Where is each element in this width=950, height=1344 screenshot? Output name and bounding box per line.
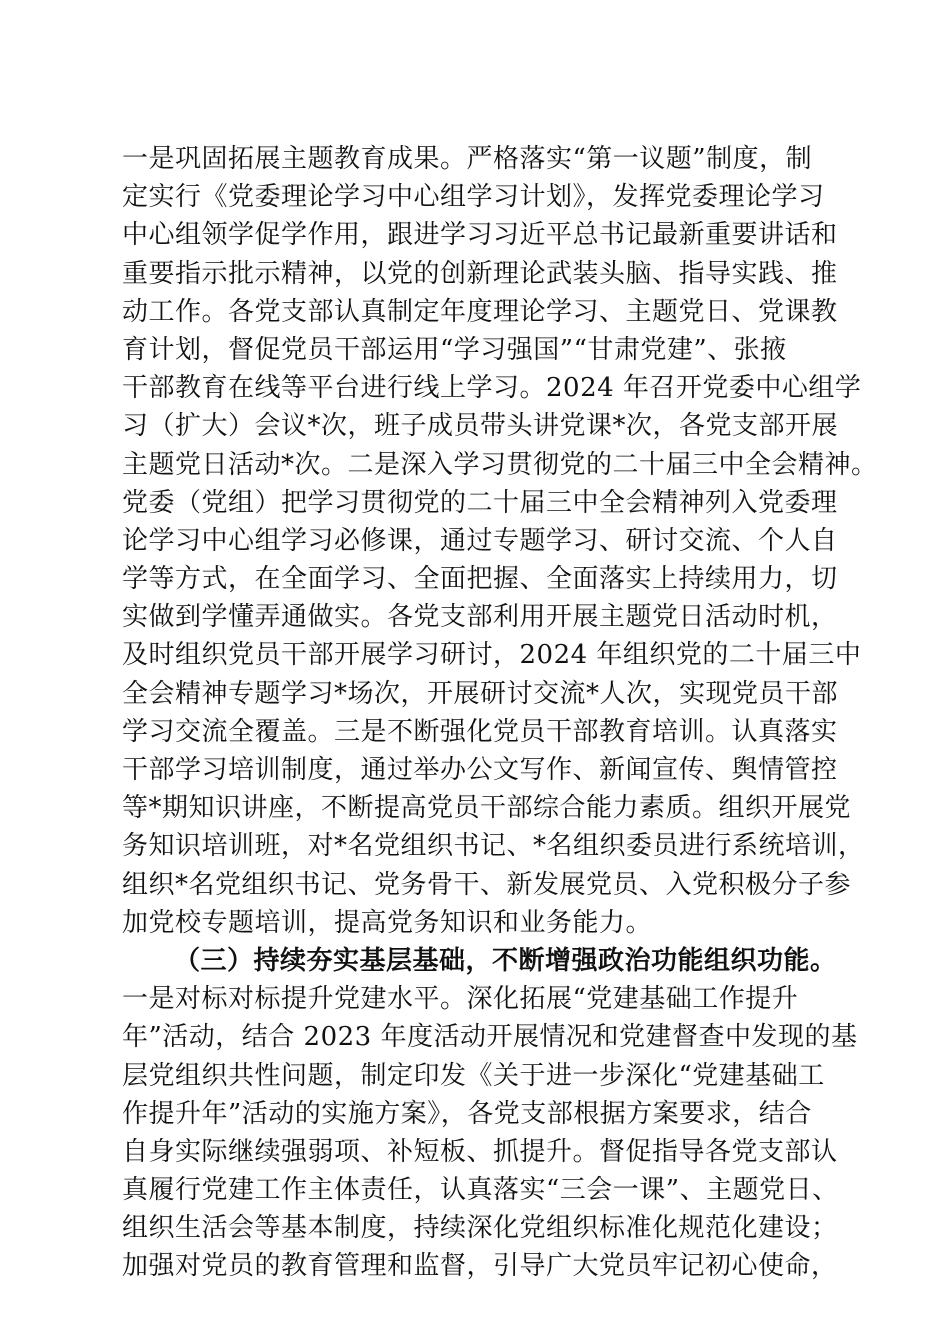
paragraph-line: 务知识培训班，对*名党组织书记、*名组织委员进行系统培训， [122, 831, 865, 862]
paragraph-line: 年”活动，结合 2023 年度活动开展情况和党建督查中发现的基 [122, 1022, 858, 1053]
paragraph-line: 党委（党组）把学习贯彻党的二十届三中全会精神列入党委理 [122, 487, 838, 518]
paragraph-line: 全会精神专题学习*场次，开展研讨交流*人次，实现党员干部 [122, 678, 839, 709]
paragraph-line: 组织*名党组织书记、党务骨干、新发展党员、入党积极分子参 [122, 869, 852, 900]
paragraph-line: 学等方式，在全面学习、全面把握、全面落实上持续用力，切 [122, 564, 838, 595]
paragraph-line: 加党校专题培训，提高党务知识和业务能力。 [122, 907, 653, 938]
paragraph-line: 层党组织共性问题，制定印发《关于进一步深化“党建基础工 [122, 1060, 825, 1091]
paragraph-line: 组织生活会等基本制度，持续深化党组织标准化规范化建设； [122, 1213, 838, 1244]
paragraph-line: 育计划，督促党员干部运用“学习强国”“甘肃党建”、张掖 [122, 334, 787, 365]
paragraph-line: 论学习中心组学习必修课，通过专题学习、研讨交流、个人自 [122, 525, 838, 556]
paragraph-line: 定实行《党委理论学习中心组学习计划》，发挥党委理论学习 [122, 182, 825, 213]
paragraph-line: 动工作。各党支部认真制定年度理论学习、主题党日、党课教 [122, 296, 838, 327]
section-heading: （三）持续夯实基层基础，不断增强政治功能组织功能。 [174, 945, 837, 976]
paragraph-line: 作提升年”活动的实施方案》，各党支部根据方案要求，结合 [122, 1098, 812, 1129]
paragraph-line: 干部学习培训制度，通过举办公文写作、新闻宣传、舆情管控 [122, 755, 838, 785]
paragraph-line: 实做到学懂弄通做实。各党支部利用开展主题党日活动时机， [122, 602, 838, 633]
paragraph-line: 主题党日活动*次。二是深入学习贯彻党的二十届三中全会精神。 [122, 449, 878, 480]
paragraph-line: 等*期知识讲座，不断提高党员干部综合能力素质。组织开展党 [122, 793, 852, 824]
paragraph-line: 中心组领学促学作用，跟进学习习近平总书记最新重要讲话和 [122, 220, 838, 251]
paragraph-line: 一是巩固拓展主题教育成果。严格落实“第一议题”制度，制 [122, 144, 813, 174]
paragraph-line: 及时组织党员干部开展学习研讨，2024 年组织党的二十届三中 [122, 640, 862, 671]
paragraph-line: 干部教育在线等平台进行线上学习。2024 年召开党委中心组学 [122, 373, 862, 404]
paragraph-line: 学习交流全覆盖。三是不断强化党员干部教育培训。认真落实 [122, 716, 838, 747]
paragraph-line: 真履行党建工作主体责任，认真落实“三会一课”、主题党日、 [122, 1175, 839, 1206]
paragraph-line: 一是对标对标提升党建水平。深化拓展“党建基础工作提升 [122, 984, 799, 1015]
paragraph-line: 自身实际继续强弱项、补短板、抓提升。督促指导各党支部认 [122, 1136, 838, 1167]
body-text [122, 140, 878, 1286]
paragraph-line: 加强对党员的教育管理和监督，引导广大党员牢记初心使命， [122, 1251, 838, 1282]
paragraph-line: 重要指示批示精神，以党的创新理论武装头脑、指导实践、推 [122, 258, 838, 289]
paragraph-line: 习（扩大）会议*次，班子成员带头讲党课*次，各党支部开展 [122, 411, 839, 442]
